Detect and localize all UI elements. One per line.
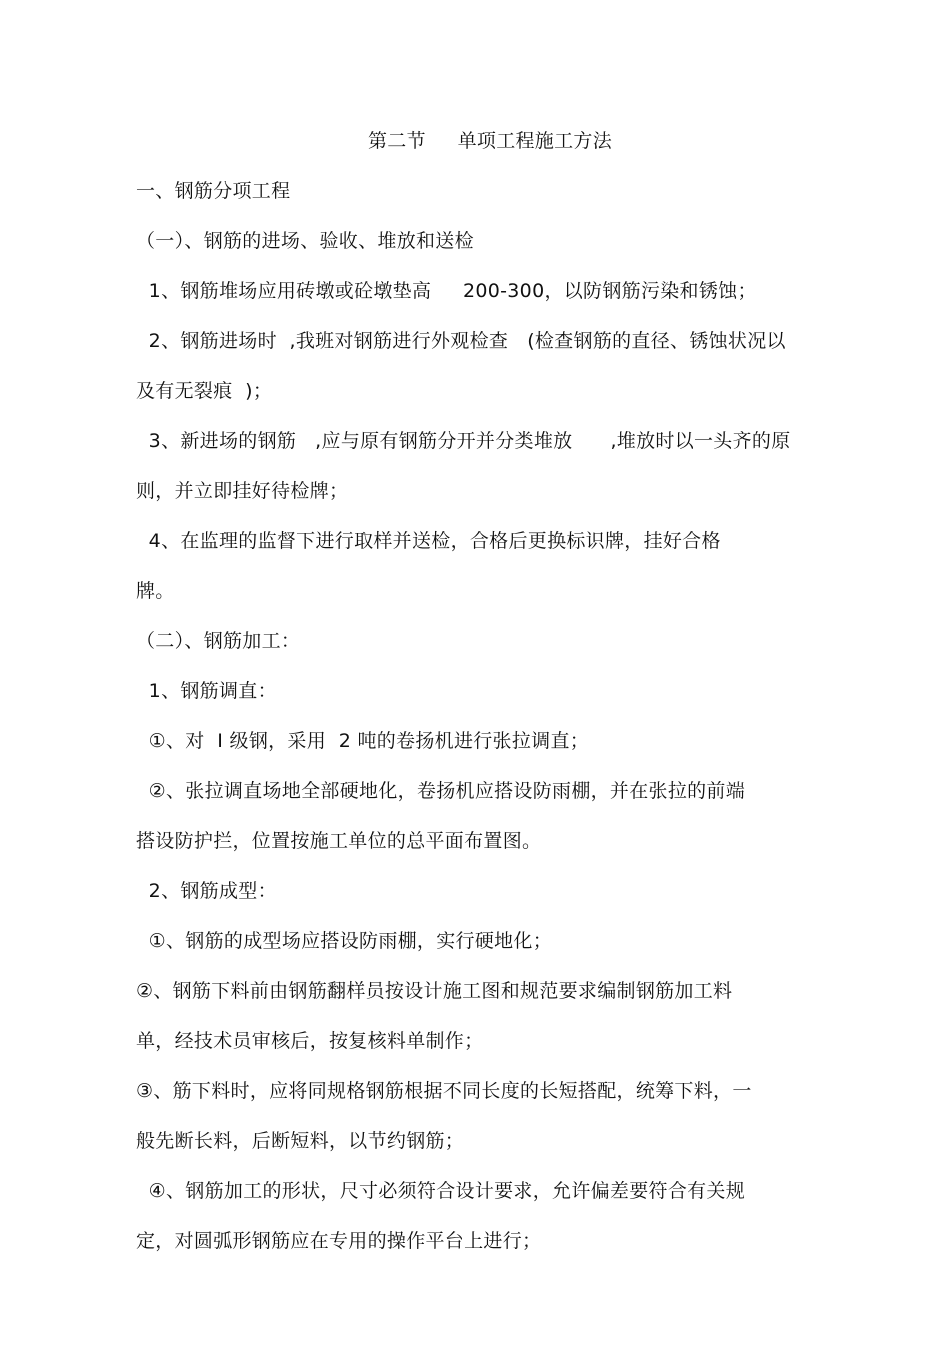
text-line: ③、筋下料时，应将同规格钢筋根据不同长度的长短搭配，统筹下料，一 bbox=[136, 1080, 752, 1102]
text-line: 定，对圆弧形钢筋应在专用的操作平台上进行； bbox=[136, 1230, 542, 1252]
text-line: 4、在监理的监督下进行取样并送检，合格后更换标识牌，挂好合格 bbox=[136, 530, 721, 552]
text-line: 搭设防护拦，位置按施工单位的总平面布置图。 bbox=[136, 830, 542, 852]
text-line: 牌。 bbox=[136, 580, 175, 602]
text-line: ①、对 I 级钢，采用 2 吨的卷扬机进行张拉调直； bbox=[136, 730, 590, 752]
text-line: 1、钢筋堆场应用砖墩或砼墩垫高 200-300，以防钢筋污染和锈蚀； bbox=[136, 280, 757, 302]
text-line: ④、钢筋加工的形状，尺寸必须符合设计要求，允许偏差要符合有关规 bbox=[136, 1180, 746, 1202]
section-title: 第二节 单项工程施工方法 bbox=[368, 130, 612, 152]
text-line: 3、新进场的钢筋 ,应与原有钢筋分开并分类堆放 ,堆放时以一头齐的原 bbox=[136, 430, 791, 452]
text-line: ②、钢筋下料前由钢筋翻样员按设计施工图和规范要求编制钢筋加工料 bbox=[136, 980, 733, 1002]
text-line: 2、钢筋进场时 ,我班对钢筋进行外观检查 (检查钢筋的直径、锈蚀状况以 bbox=[136, 330, 786, 352]
text-line: （一）、钢筋的进场、验收、堆放和送检 bbox=[136, 230, 474, 252]
text-line: 1、钢筋调直： bbox=[136, 680, 277, 702]
text-line: 则，并立即挂好待检牌； bbox=[136, 480, 349, 502]
text-line: （二）、钢筋加工： bbox=[136, 630, 301, 652]
text-line: 2、钢筋成型： bbox=[136, 880, 277, 902]
text-line: 单，经技术员审核后，按复核料单制作； bbox=[136, 1030, 484, 1052]
text-line: ②、张拉调直场地全部硬地化，卷扬机应搭设防雨棚，并在张拉的前端 bbox=[136, 780, 746, 802]
text-line: ①、钢筋的成型场应搭设防雨棚，实行硬地化； bbox=[136, 930, 553, 952]
text-line: 一、钢筋分项工程 bbox=[136, 180, 291, 202]
text-line: 般先断长料，后断短料，以节约钢筋； bbox=[136, 1130, 465, 1152]
text-line: 及有无裂痕 )； bbox=[136, 380, 273, 402]
